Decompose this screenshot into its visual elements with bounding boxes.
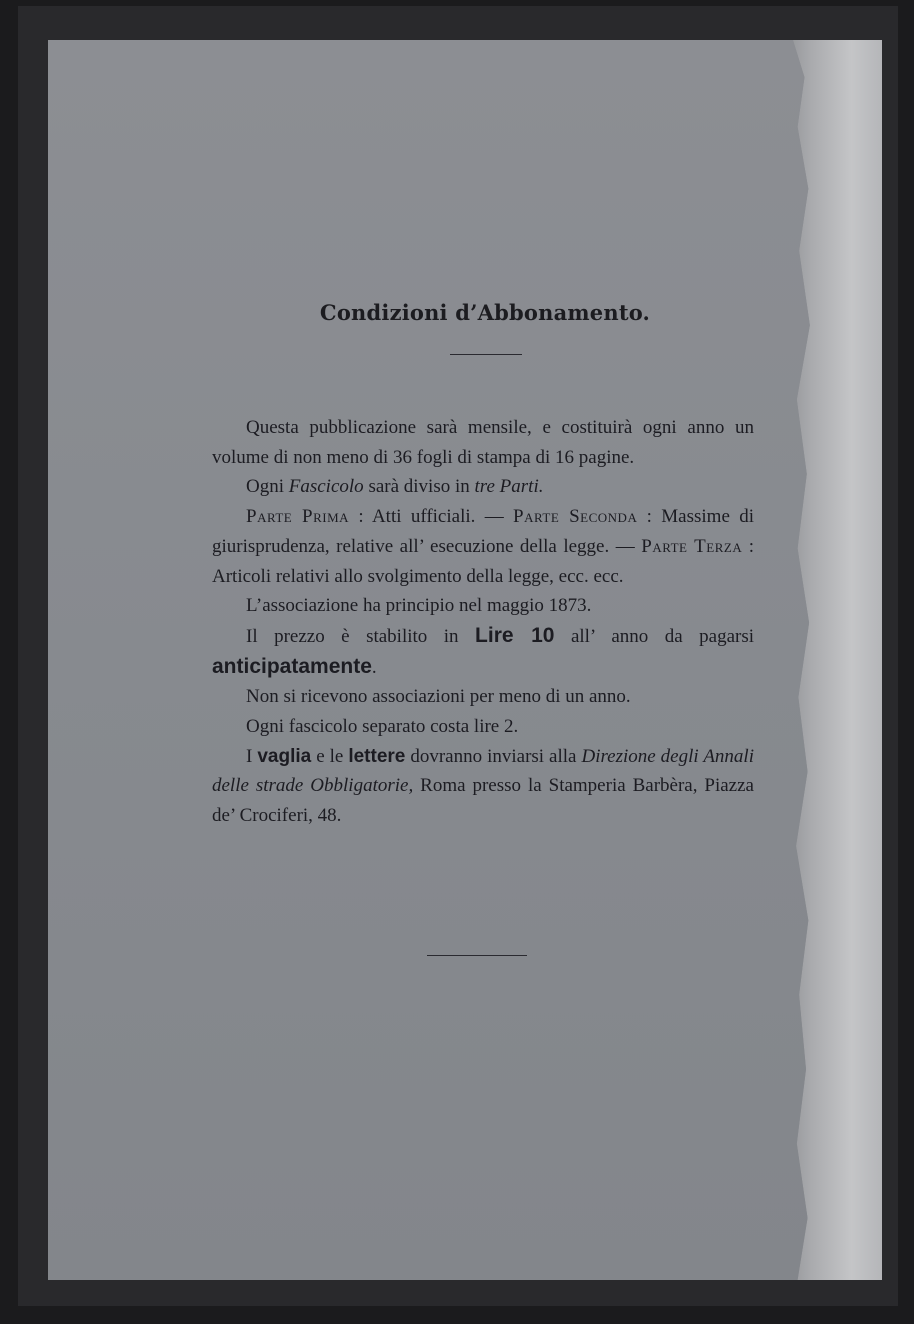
- part-three-text: : Articoli relativi allo svolgimento della legge, ecc. ecc.: [212, 535, 755, 587]
- closing-divider: [427, 955, 527, 956]
- page-title: Condizioni d’Abbonamento.: [319, 300, 651, 325]
- price-text-a: Il prezzo è stabilito in: [246, 625, 476, 647]
- subscription-conditions-text: [212, 413, 754, 831]
- p2-italic-fascicolo: Fascicolo: [288, 476, 364, 498]
- address-direction: Direzione degli Annali delle strade Obbligatorie,: [212, 745, 754, 797]
- paragraph-fascicolo: [212, 472, 754, 502]
- paragraph-address: [212, 742, 754, 831]
- address-text-a: I: [246, 745, 258, 767]
- paragraph-single-issue: Ogni fascicolo separato costa lire 2.: [246, 716, 519, 738]
- paragraph-start-date: L’associazione ha principio nel maggio 1873.: [246, 595, 592, 617]
- paragraph-publication: Questa pubblicazione sarà mensile, e costituirà ogni anno un volume di non meno di 36 fogli di stampa di 16 pagine.: [212, 417, 754, 468]
- part-two-text: : Massime di giurisprudenza, relative all’ esecuzione della legge. —: [212, 506, 754, 557]
- paragraph-parts: [212, 502, 754, 591]
- address-text-e: dovranno inviarsi alla: [405, 745, 582, 767]
- price-text-c: all’ anno da pagarsi: [554, 625, 754, 647]
- paragraph-price: [212, 621, 754, 682]
- address-text-c: e le: [311, 745, 349, 767]
- price-text-e: .: [371, 656, 377, 678]
- p2-text-a: Ogni: [246, 476, 289, 498]
- price-amount: Lire 10: [475, 623, 555, 647]
- part-three-label: Parte Terza: [641, 535, 743, 557]
- price-advance: anticipatamente: [212, 654, 372, 678]
- address-lettere: lettere: [348, 745, 406, 767]
- part-one-text: : Atti ufficiali. —: [349, 506, 514, 528]
- paragraph-minimum-term: Non si ricevono associazioni per meno di un anno.: [246, 686, 631, 708]
- part-two-label: Parte Seconda: [513, 506, 638, 528]
- address-vaglia: vaglia: [257, 745, 312, 767]
- p2-text-c: sarà diviso in: [363, 476, 475, 498]
- address-text-g: Roma presso la Stamperia Barbèra, Piazza de’ Crociferi, 48.: [212, 775, 754, 827]
- part-one-label: Parte Prima: [246, 506, 350, 528]
- p2-italic-parti: tre Parti.: [474, 476, 544, 498]
- title-divider: [450, 354, 522, 355]
